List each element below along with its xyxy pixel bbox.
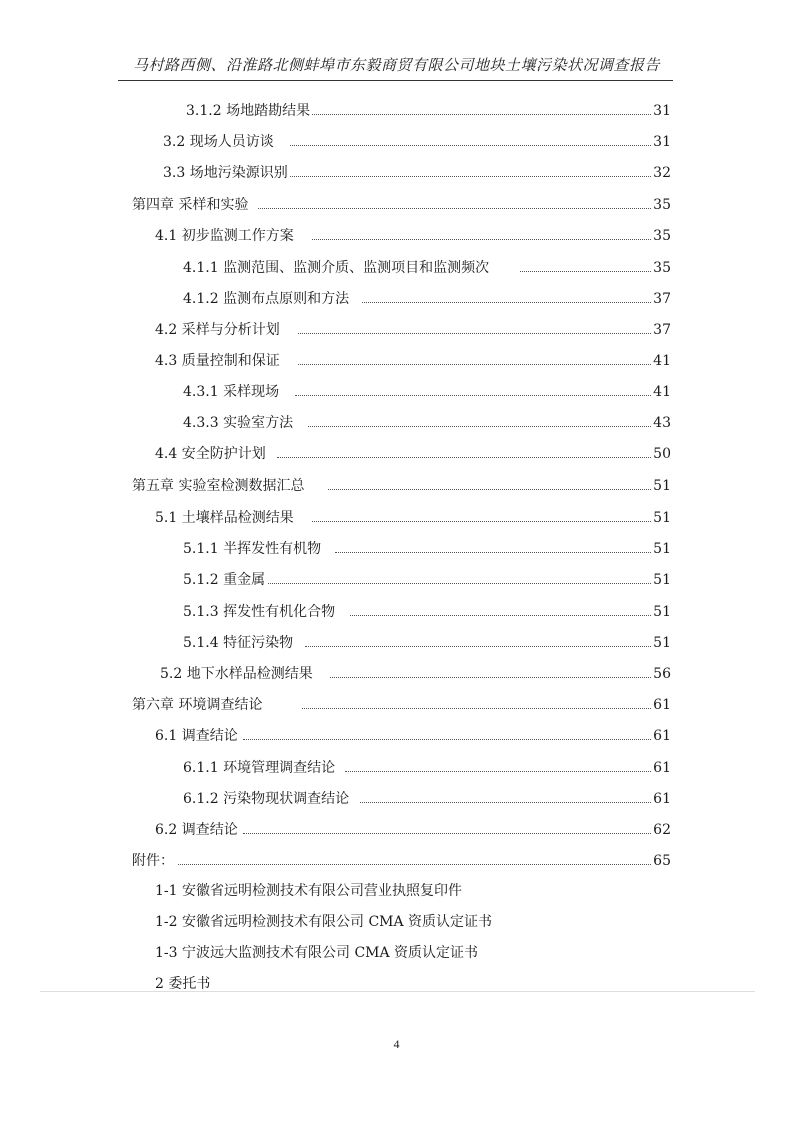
toc-entry[interactable] xyxy=(0,756,793,780)
toc-entry-page: 41 xyxy=(651,349,671,373)
toc-entry[interactable] xyxy=(0,287,793,311)
toc-entry[interactable] xyxy=(0,724,793,748)
toc-entry-label: 5.1.4 特征污染物 xyxy=(183,631,295,655)
toc-entry-page: 35 xyxy=(651,256,671,280)
toc-leader-dots xyxy=(308,426,663,427)
toc-entry-label: 第六章 环境调查结论 xyxy=(132,693,264,717)
toc-leader-dots xyxy=(290,176,663,177)
toc-leader-dots xyxy=(268,583,663,584)
toc-entry-label: 4.3 质量控制和保证 xyxy=(155,349,282,373)
toc-entry-label: 附件： xyxy=(132,849,176,873)
toc-leader-dots xyxy=(312,521,663,522)
toc-entry-page: 37 xyxy=(651,318,671,342)
toc-entry-label: 4.1.2 监测布点原则和方法 xyxy=(183,287,351,311)
toc-entry[interactable] xyxy=(0,161,793,185)
toc-entry-label: 3.3 场地污染源识别 xyxy=(163,161,290,185)
toc-leader-dots xyxy=(290,145,663,146)
toc-entry[interactable] xyxy=(0,256,793,280)
appendix-item: 1-2 安徽省远明检测技术有限公司 CMA 资质认定证书 xyxy=(155,914,493,930)
toc-entry-label: 4.1.1 监测范围、监测介质、监测项目和监测频次 xyxy=(183,256,491,280)
toc-entry-label: 3.2 现场人员访谈 xyxy=(163,130,276,154)
toc-entry-label: 4.3.3 实验室方法 xyxy=(183,411,295,435)
toc-leader-dots xyxy=(243,739,663,740)
toc-leader-dots xyxy=(360,802,663,803)
toc-entry-label: 第五章 实验室检测数据汇总 xyxy=(132,474,306,498)
toc-entry[interactable] xyxy=(0,693,793,717)
toc-leader-dots xyxy=(298,333,663,334)
toc-entry[interactable] xyxy=(0,380,793,404)
toc-entry-label: 5.1 土壤样品检测结果 xyxy=(155,506,296,530)
toc-leader-dots xyxy=(243,833,663,834)
toc-leader-dots xyxy=(312,239,663,240)
toc-entry[interactable] xyxy=(0,568,793,592)
toc-entry-page: 61 xyxy=(651,787,671,811)
toc-entry-label: 6.1.2 污染物现状调查结论 xyxy=(183,787,351,811)
toc-entry-label: 4.3.1 采样现场 xyxy=(183,380,281,404)
toc-entry-label: 5.1.2 重金属 xyxy=(183,568,267,592)
toc-entry-page: 31 xyxy=(651,130,671,154)
toc-leader-dots xyxy=(258,208,663,209)
toc-entry[interactable] xyxy=(0,193,793,217)
header-divider xyxy=(118,80,673,81)
toc-entry-label: 5.1.3 挥发性有机化合物 xyxy=(183,600,337,624)
toc-entry[interactable] xyxy=(0,318,793,342)
toc-entry-page: 62 xyxy=(651,818,671,842)
toc-leader-dots xyxy=(328,489,663,490)
toc-leader-dots xyxy=(362,302,663,303)
toc-entry-page: 61 xyxy=(651,693,671,717)
toc-entry[interactable] xyxy=(0,224,793,248)
toc-entry[interactable] xyxy=(0,349,793,373)
toc-entry-page: 51 xyxy=(651,474,671,498)
toc-entry[interactable] xyxy=(0,411,793,435)
toc-entry-label: 5.1.1 半挥发性有机物 xyxy=(183,537,323,561)
toc-leader-dots xyxy=(178,864,663,865)
toc-entry-label: 6.2 调查结论 xyxy=(155,818,240,842)
toc-entry-page: 43 xyxy=(651,411,671,435)
toc-entry-page: 61 xyxy=(651,724,671,748)
toc-leader-dots xyxy=(520,271,663,272)
toc-entry-label: 4.1 初步监测工作方案 xyxy=(155,224,296,248)
toc-entry[interactable] xyxy=(0,442,793,466)
toc-entry-label: 6.1.1 环境管理调查结论 xyxy=(183,756,337,780)
toc-leader-dots xyxy=(305,114,663,115)
toc-entry[interactable] xyxy=(0,506,793,530)
toc-entry[interactable] xyxy=(0,787,793,811)
toc-entry[interactable] xyxy=(0,99,793,123)
page-number: 4 xyxy=(393,1037,400,1051)
toc-entry-label: 5.2 地下水样品检测结果 xyxy=(160,662,315,686)
toc-leader-dots xyxy=(302,708,663,709)
toc-entry-page: 51 xyxy=(651,537,671,561)
toc-entry-page: 41 xyxy=(651,380,671,404)
toc-entry-page: 51 xyxy=(651,631,671,655)
toc-entry-page: 51 xyxy=(651,506,671,530)
toc-entry-page: 51 xyxy=(651,600,671,624)
toc-entry-label: 4.2 采样与分析计划 xyxy=(155,318,282,342)
report-header-title: 马村路西侧、沿淮路北侧蚌埠市东毅商贸有限公司地块土壤污染状况调查报告 xyxy=(132,56,660,74)
toc-leader-dots xyxy=(345,771,663,772)
toc-leader-dots xyxy=(277,457,663,458)
toc-entry-label: 第四章 采样和实验 xyxy=(132,193,250,217)
toc-entry-page: 35 xyxy=(651,224,671,248)
toc-entry[interactable] xyxy=(0,818,793,842)
toc-entry-label: 4.4 安全防护计划 xyxy=(155,442,268,466)
toc-leader-dots xyxy=(335,552,663,553)
toc-entry-page: 50 xyxy=(651,442,671,466)
toc-entry-page: 65 xyxy=(651,849,671,873)
toc-entry[interactable] xyxy=(0,474,793,498)
toc-entry[interactable] xyxy=(0,130,793,154)
toc-entry-page: 51 xyxy=(651,568,671,592)
toc-leader-dots xyxy=(298,364,663,365)
toc-entry-page: 56 xyxy=(651,662,671,686)
toc-leader-dots xyxy=(305,646,663,647)
toc-entry-page: 37 xyxy=(651,287,671,311)
toc-entry-label: 3.1.2 场地踏勘结果 xyxy=(186,99,312,123)
appendix-item: 2 委托书 xyxy=(155,976,211,992)
toc-entry[interactable] xyxy=(0,849,793,873)
toc-leader-dots xyxy=(330,677,663,678)
toc-leader-dots xyxy=(295,395,663,396)
toc-entry[interactable] xyxy=(0,537,793,561)
toc-entry[interactable] xyxy=(0,600,793,624)
appendix-item: 1-1 安徽省远明检测技术有限公司营业执照复印件 xyxy=(155,883,462,899)
scan-artifact-line xyxy=(40,991,755,992)
toc-entry-page: 32 xyxy=(651,161,671,185)
appendix-item: 1-3 宁波远大监测技术有限公司 CMA 资质认定证书 xyxy=(155,945,479,961)
toc-entry[interactable] xyxy=(0,662,793,686)
toc-entry-page: 61 xyxy=(651,756,671,780)
toc-leader-dots xyxy=(350,615,663,616)
toc-entry-label: 6.1 调查结论 xyxy=(155,724,240,748)
toc-entry-page: 35 xyxy=(651,193,671,217)
toc-entry-page: 31 xyxy=(651,99,671,123)
toc-entry[interactable] xyxy=(0,631,793,655)
